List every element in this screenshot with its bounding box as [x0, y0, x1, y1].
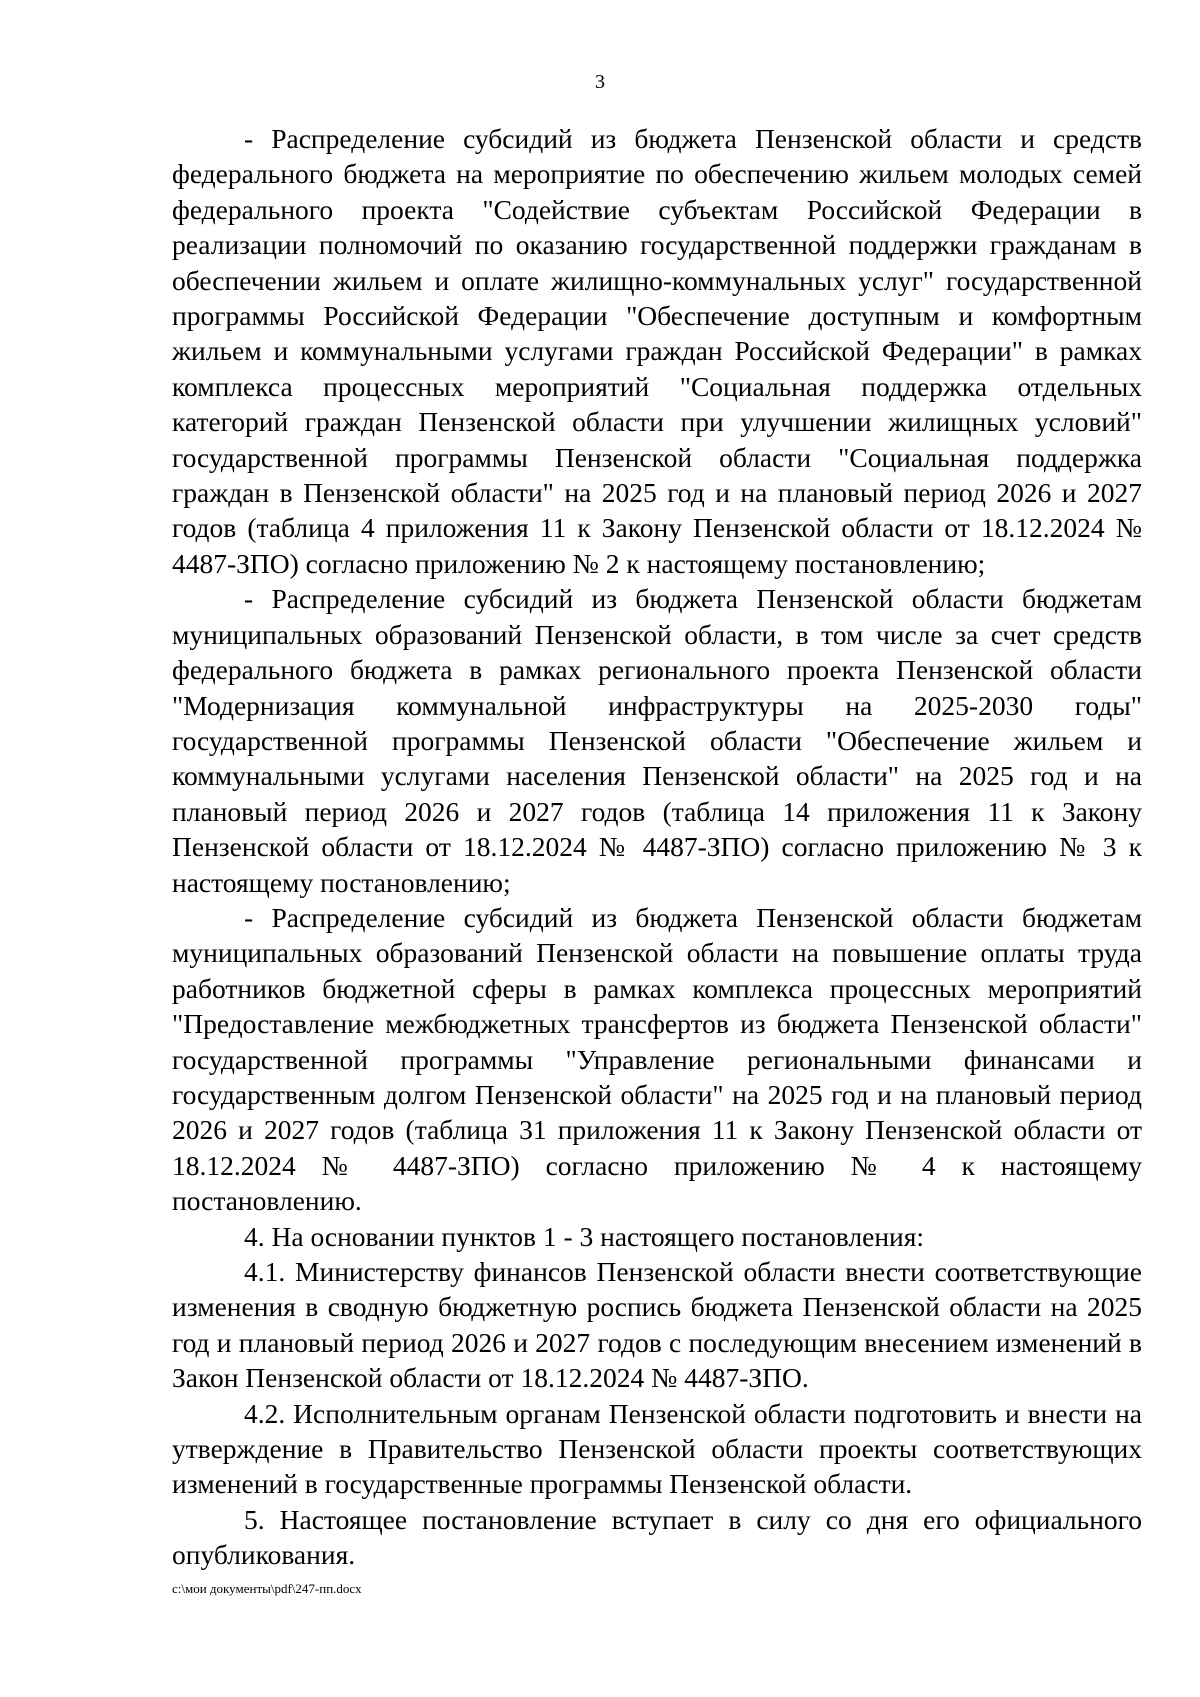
footer-file-path: c:\мои документы\pdf\247-пп.docx — [172, 1581, 362, 1596]
paragraph-item-4-2: 4.2. Исполнительным органам Пензенской области подготовить и внести на утверждение в Правительство Пензенской области проекты соответствующих изменений в государственные программы Пензенской области. — [172, 1397, 1142, 1500]
paragraph-item-4: 4. На основании пунктов 1 - 3 настоящего постановления: — [244, 1220, 925, 1252]
paragraph-subsidy-young-families: - Распределение субсидий из бюджета Пензенской области и средств федерального бюджета на мероприятие по обеспечению жильем молодых семей федерального проекта "Содействие субъектам Российской Федерации в реализации полномочий по оказанию государственной поддержки гражданам в обеспечении жильем и оплате жилищно-коммунальных услуг" государственной программы Российской Федерации "Обеспечение доступным и комфортным жильем и коммунальными услугами граждан Российской Федерации" в рамках комплекса процессных мероприятий "Социальная поддержка отдельных категорий граждан Пензенской области при улучшении жилищных условий" государственной программы Пензенской области "Социальная поддержка граждан в Пензенской области" на 2025 год и на плановый период 2026 и 2027 годов (таблица 4 приложения 11 к Закону Пензенской области от 18.12.2024 № 4487-ЗПО) согласно приложению № 2 к настоящему постановлению; — [172, 123, 1142, 579]
paragraph-item-5: 5. Настоящее постановление вступает в силу со дня его официального опубликования. — [172, 1503, 1142, 1571]
page-number: 3 — [595, 71, 605, 93]
document-body — [172, 121, 1142, 1573]
paragraph-subsidy-salary-increase: - Распределение субсидий из бюджета Пензенской области бюджетам муниципальных образований Пензенской области на повышение оплаты труда работников бюджетной сферы в рамках комплекса процессных мероприятий "Предоставление межбюджетных трансфертов из бюджета Пензенской области" государственной программы "Управление региональными финансами и государственным долгом Пензенской области" на 2025 год и на плановый период 2026 и 2027 годов (таблица 31 приложения 11 к Закону Пензенской области от 18.12.2024 № 4487-ЗПО) согласно приложению № 4 к настоящему постановлению. — [172, 901, 1142, 1217]
paragraph-subsidy-communal-infrastructure: - Распределение субсидий из бюджета Пензенской области бюджетам муниципальных образований Пензенской области, в том числе за счет средств федерального бюджета в рамках регионального проекта Пензенской области "Модернизация коммунальной инфраструктуры на 2025-2030 годы" государственной программы Пензенской области "Обеспечение жильем и коммунальными услугами населения Пензенской области" на 2025 год и на плановый период 2026 и 2027 годов (таблица 14 приложения 11 к Закону Пензенской области от 18.12.2024 № 4487-ЗПО) согласно приложению № 3 к настоящему постановлению; — [172, 583, 1142, 898]
paragraph-item-4-1: 4.1. Министерству финансов Пензенской области внести соответствующие изменения в сводную бюджетную роспись бюджета Пензенской области на 2025 год и плановый период 2026 и 2027 годов с последующим внесением изменений в Закон Пензенской области от 18.12.2024 № 4487-ЗПО. — [172, 1256, 1142, 1394]
